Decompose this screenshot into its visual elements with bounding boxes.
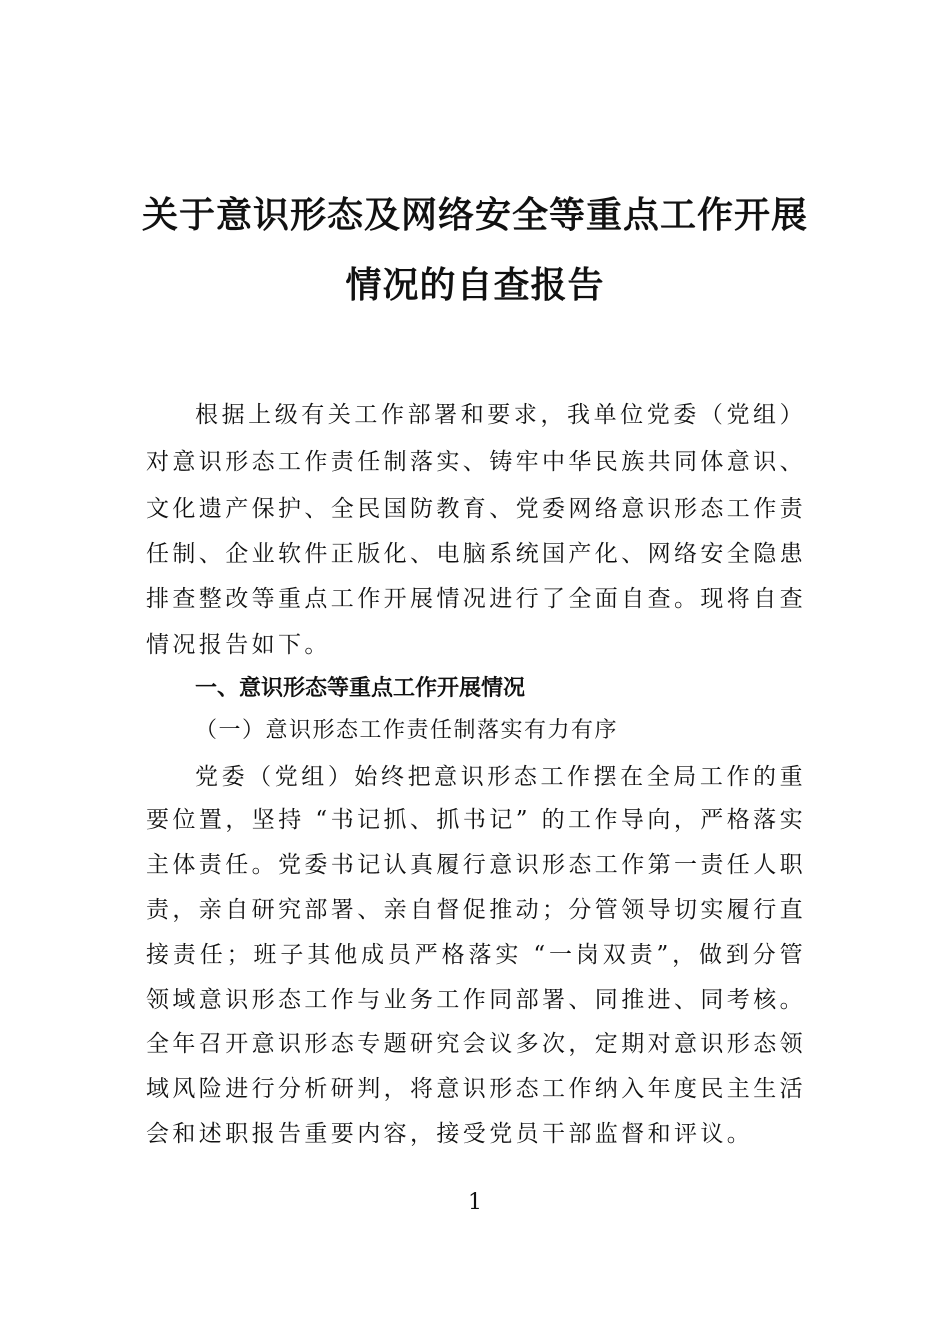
body-line: 要位置，坚持 “书记抓、抓书记” 的工作导向，严格落实 [146, 807, 806, 833]
body-line: 党委（党组）始终把意识形态工作摆在全局工作的重 [195, 764, 806, 790]
intro-line: 文化遗产保护、全民国防教育、党委网络意识形态工作责 [146, 496, 806, 522]
body-line: 域风险进行分析研判，将意识形态工作纳入年度民主生活 [146, 1076, 806, 1102]
body-line: 责，亲自研究部署、亲自督促推动；分管领导切实履行直 [146, 897, 806, 923]
intro-line: 排查整改等重点工作开展情况进行了全面自查。现将自查 [146, 586, 806, 612]
section-heading: 一、意识形态等重点工作开展情况 [195, 676, 526, 701]
intro-line: 根据上级有关工作部署和要求，我单位党委（党组） [195, 402, 806, 428]
intro-line: 情况报告如下。 [146, 632, 331, 658]
body-line: 接责任；班子其他成员严格落实 “一岗双责”，做到分管 [146, 942, 806, 968]
body-line: 领域意识形态工作与业务工作同部署、同推进、同考核。 [146, 987, 806, 1013]
body-line: 主体责任。党委书记认真履行意识形态工作第一责任人职 [146, 852, 806, 878]
page-number: 1 [468, 1190, 482, 1215]
subsection-heading: （一）意识形态工作责任制落实有力有序 [195, 718, 619, 743]
body-line: 全年召开意识形态专题研究会议多次，定期对意识形态领 [146, 1031, 806, 1057]
body-line: 会和述职报告重要内容，接受党员干部监督和评议。 [146, 1121, 754, 1147]
document-title-line-1: 关于意识形态及网络安全等重点工作开展 [141, 195, 808, 236]
intro-line: 任制、企业软件正版化、电脑系统国产化、网络安全隐患 [146, 541, 806, 567]
document-title-line-2: 情况的自查报告 [345, 265, 605, 306]
intro-line: 对意识形态工作责任制落实、铸牢中华民族共同体意识、 [146, 449, 806, 475]
